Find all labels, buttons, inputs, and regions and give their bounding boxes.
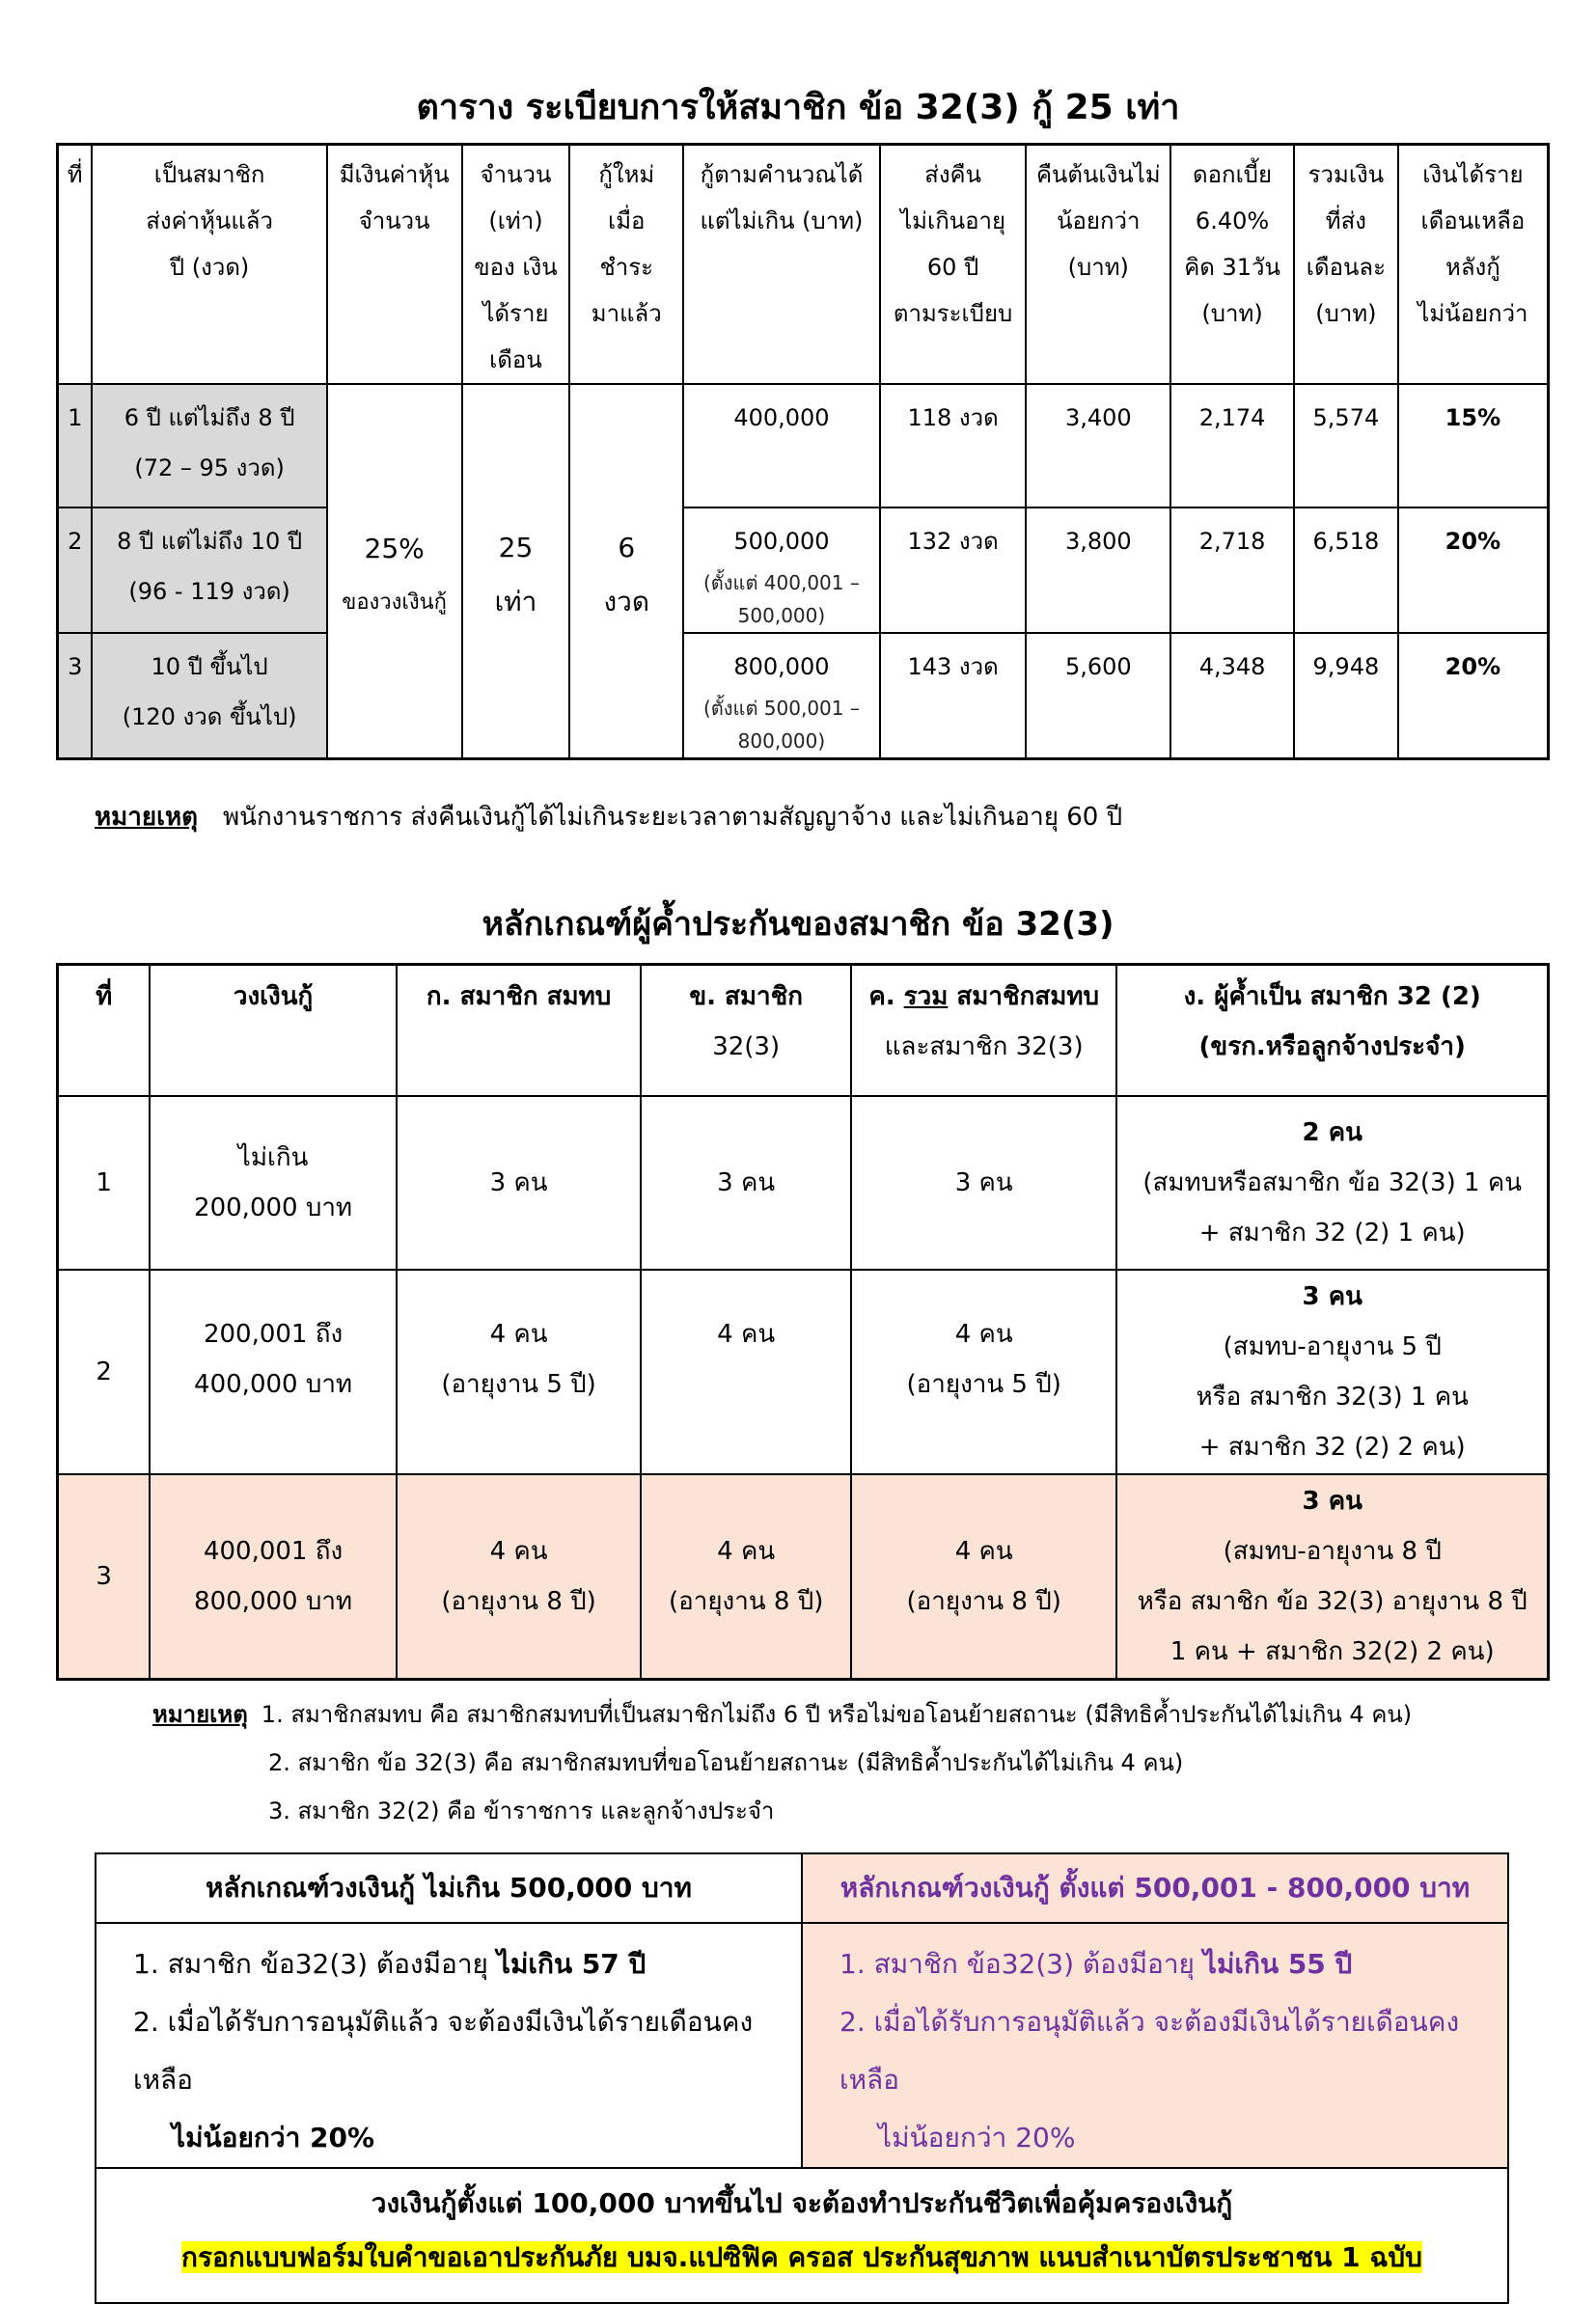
row-total: 9,948 <box>1294 633 1398 759</box>
row-remain: 20% <box>1398 507 1549 633</box>
insurance-footer <box>96 2168 1508 2303</box>
row-repay: 118 งวด <box>880 384 1027 507</box>
table-row <box>58 633 1549 759</box>
header-no: ที่ <box>58 965 151 1097</box>
table-row <box>58 1270 1549 1474</box>
row-amount: 400,000 <box>683 384 880 507</box>
table-row <box>58 1474 1549 1679</box>
row-years: 10 ปี ขึ้นไป (120 งวด ขึ้นไป) <box>92 633 326 759</box>
header-a: ก. สมาชิก สมทบ <box>397 965 642 1097</box>
row-total: 6,518 <box>1294 507 1398 633</box>
row-a: 3 คน <box>397 1096 642 1270</box>
row-no: 3 <box>58 633 93 759</box>
header-interest: ดอกเบี้ย 6.40% คิด 31วัน (บาท) <box>1170 145 1294 385</box>
row-limit: 200,001 ถึง 400,000 บาท <box>150 1270 397 1474</box>
row-no: 1 <box>58 384 93 507</box>
row-c: 3 คน <box>851 1096 1116 1270</box>
table2-title: หลักเกณฑ์ผู้ค้ำประกันของสมาชิก ข้อ 32(3) <box>482 905 1114 944</box>
insurance-line: วงเงินกู้ตั้งแต่ 100,000 บาทขึ้นไป จะต้องทำประกันชีวิตเพื่อคุ้มครองเงินกู้ <box>371 2187 1233 2219</box>
row-a: 4 คน (อายุงาน 5 ปี) <box>397 1270 642 1474</box>
row-d: 3 คน (สมทบ-อายุงาน 8 ปี หรือ สมาชิก ข้อ 32(3) อายุงาน 8 ปี 1 คน + สมาชิก 32(2) 2 คน) <box>1116 1474 1548 1679</box>
loan-regulation-table <box>56 143 1550 760</box>
table2-header-row <box>58 965 1549 1097</box>
note-line: 3. สมาชิก 32(2) คือ ข้าราชการ และลูกจ้างประจำ <box>268 1797 775 1824</box>
row-total: 5,574 <box>1294 384 1398 507</box>
row-repay: 143 งวด <box>880 633 1027 759</box>
row-no: 2 <box>58 507 93 633</box>
row-d: 3 คน (สมทบ-อายุงาน 5 ปี หรือ สมาชิก 32(3) 1 คน + สมาชิก 32 (2) 2 คน) <box>1116 1270 1548 1474</box>
row-repay: 132 งวด <box>880 507 1027 633</box>
row-no: 3 <box>58 1474 151 1679</box>
header-newloan: กู้ใหม่ เมื่อ ชำระ มาแล้ว <box>569 145 683 385</box>
row-limit: 400,001 ถึง 800,000 บาท <box>150 1474 397 1679</box>
row-no: 2 <box>58 1270 151 1474</box>
header-d: ง. ผู้ค้ำเป็น สมาชิก 32 (2) (ขรก.หรือลูกจ้างประจำ) <box>1116 965 1548 1097</box>
header-c: ค. รวม สมาชิกสมทบ และสมาชิก 32(3) <box>851 965 1116 1097</box>
header-amount: กู้ตามคำนวณได้ แต่ไม่เกิน (บาท) <box>683 145 880 385</box>
newloan-cell: 6 งวด <box>569 384 683 759</box>
row-years: 6 ปี แต่ไม่ถึง 8 ปี (72 – 95 งวด) <box>92 384 326 507</box>
row-b: 3 คน <box>641 1096 851 1270</box>
loan-limit-criteria-table <box>95 1852 1509 2304</box>
row-years: 8 ปี แต่ไม่ถึง 10 ปี (96 - 119 งวด) <box>92 507 326 633</box>
header-no: ที่ <box>58 145 93 385</box>
row-amount: 500,000 (ตั้งแต่ 400,001 – 500,000) <box>683 507 880 633</box>
note-line: 2. สมาชิก ข้อ 32(3) คือ สมาชิกสมทบที่ขอโอนย้ายสถานะ (มีสิทธิค้ำประกันได้ไม่เกิน 4 คน) <box>268 1749 1184 1776</box>
row-interest: 2,718 <box>1170 507 1294 633</box>
header-remain: เงินได้ราย เดือนเหลือ หลังกู้ ไม่น้อยกว่า <box>1398 145 1549 385</box>
row-no: 1 <box>58 1096 151 1270</box>
criteria-right-body: 1. สมาชิก ข้อ32(3) ต้องมีอายุ ไม่เกิน 55 ปี 2. เมื่อได้รับการอนุมัติแล้ว จะต้องมีเงินได้รายเดือนคงเหลือ ไม่น้อยกว่า 20% <box>802 1923 1508 2168</box>
insurance-highlight: กรอกแบบฟอร์มใบคำขอเอาประกันภัย บมจ.แปซิฟิค ครอส ประกันสุขภาพ แนบสำเนาบัตรประชาชน 1 ฉบับ <box>181 2241 1422 2273</box>
header-b: ข. สมาชิก 32(3) <box>641 965 851 1097</box>
row-principal: 3,400 <box>1026 384 1170 507</box>
table2-notes <box>152 1690 1412 1835</box>
table1-note <box>95 797 1122 837</box>
note-line: หมายเหตุ 1. สมาชิกสมทบ คือ สมาชิกสมทบที่เป็นสมาชิกไม่ถึง 6 ปี หรือไม่ขอโอนย้ายสถานะ (มีสิทธิค้ำประกันได้ไม่เกิน 4 คน) <box>152 1701 1413 1728</box>
row-d: 2 คน (สมทบหรือสมาชิก ข้อ 32(3) 1 คน + สมาชิก 32 (2) 1 คน) <box>1116 1096 1548 1270</box>
row-principal: 3,800 <box>1026 507 1170 633</box>
criteria-left-body: 1. สมาชิก ข้อ32(3) ต้องมีอายุ ไม่เกิน 57 ปี 2. เมื่อได้รับการอนุมัติแล้ว จะต้องมีเงินได้รายเดือนคงเหลือ ไม่น้อยกว่า 20% <box>96 1923 802 2168</box>
header-share: มีเงินค่าหุ้น จำนวน <box>327 145 462 385</box>
header-years: เป็นสมาชิก ส่งค่าหุ้นแล้ว ปี (งวด) <box>92 145 326 385</box>
table1-title: ตาราง ระเบียบการให้สมาชิก ข้อ 32(3) กู้ 25 เท่า <box>416 88 1180 127</box>
row-b: 4 คน <box>641 1270 851 1474</box>
header-repay: ส่งคืน ไม่เกินอายุ 60 ปี ตามระเบียบ <box>880 145 1027 385</box>
note-text: พนักงานราชการ ส่งคืนเงินกู้ได้ไม่เกินระยะเวลาตามสัญญาจ้าง และไม่เกินอายุ 60 ปี <box>223 803 1123 832</box>
criteria-right-head: หลักเกณฑ์วงเงินกู้ ตั้งแต่ 500,001 - 800,000 บาท <box>802 1853 1508 1923</box>
row-c: 4 คน (อายุงาน 5 ปี) <box>851 1270 1116 1474</box>
row-remain: 20% <box>1398 633 1549 759</box>
row-interest: 2,174 <box>1170 384 1294 507</box>
note-label: หมายเหตุ <box>95 803 199 832</box>
criteria-left-head: หลักเกณฑ์วงเงินกู้ ไม่เกิน 500,000 บาท <box>96 1853 802 1923</box>
header-total: รวมเงิน ที่ส่ง เดือนละ (บาท) <box>1294 145 1398 385</box>
table-row <box>58 384 1549 507</box>
row-principal: 5,600 <box>1026 633 1170 759</box>
row-remain: 15% <box>1398 384 1549 507</box>
header-limit: วงเงินกู้ <box>150 965 397 1097</box>
table-row <box>58 1096 1549 1270</box>
guarantor-criteria-table <box>56 963 1550 1681</box>
header-times: จำนวน (เท่า) ของ เงิน ได้ราย เดือน <box>462 145 570 385</box>
times-cell: 25 เท่า <box>462 384 570 759</box>
row-interest: 4,348 <box>1170 633 1294 759</box>
row-c: 4 คน (อายุงาน 8 ปี) <box>851 1474 1116 1679</box>
row-b: 4 คน (อายุงาน 8 ปี) <box>641 1474 851 1679</box>
row-limit: ไม่เกิน 200,000 บาท <box>150 1096 397 1270</box>
table-row <box>58 507 1549 633</box>
row-amount: 800,000 (ตั้งแต่ 500,001 – 800,000) <box>683 633 880 759</box>
row-a: 4 คน (อายุงาน 8 ปี) <box>397 1474 642 1679</box>
share-cell: 25% ของวงเงินกู้ <box>327 384 462 759</box>
header-principal: คืนต้นเงินไม่ น้อยกว่า (บาท) <box>1026 145 1170 385</box>
table1-header-row <box>58 145 1549 385</box>
